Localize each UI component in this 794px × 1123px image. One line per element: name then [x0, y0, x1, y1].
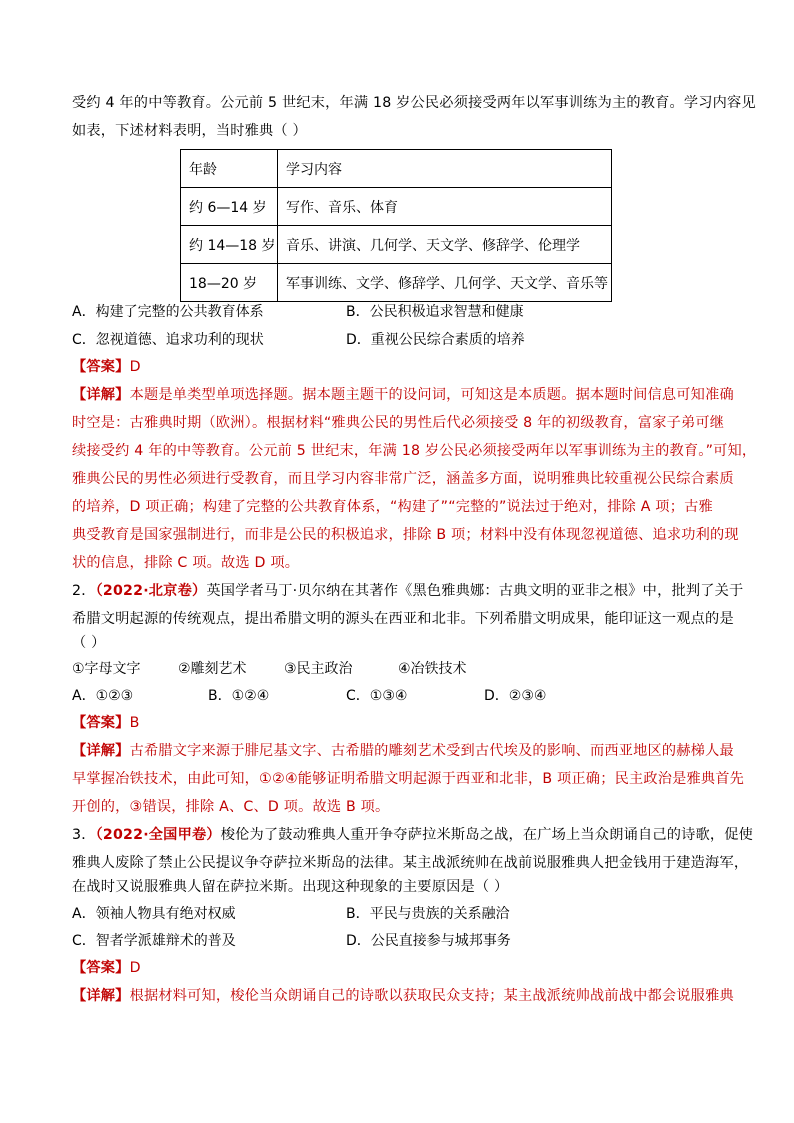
q2-option-b: B．①②④: [208, 688, 270, 704]
answer-value: B: [129, 715, 140, 731]
q3-option-d: D．公民直接参与城邦事务: [346, 933, 511, 949]
table-row: [181, 188, 612, 226]
table-header-cell: 学习内容: [278, 150, 612, 188]
q3-stem-line-2: 雅典人废除了禁止公民提议争夺萨拉米斯岛的法律。某主战派统帅在战前说服雅典人把金钱用于建造海军，: [72, 855, 749, 871]
q3-stem-line-3: 在战时又说服雅典人留在萨拉米斯。出现这种现象的主要原因是（ ）: [72, 879, 509, 895]
table-cell-content: 军事训练、文学、修辞学、几何学、天文学、音乐等: [278, 264, 612, 302]
q2-option-c: C．①③④: [346, 688, 408, 704]
question-source: （2022·全国甲卷）: [95, 827, 221, 843]
q1-detail-line-6: 典受教育是国家强制进行，而非是公民的积极追求，排除 B 项；材料中没有体现忽视道德、追求功利的现: [72, 527, 739, 543]
answer-label: 【答案】: [72, 715, 130, 731]
q1-detail-line-5: 的培养，D 项正确；构建了完整的公共教育体系，“构建了”“完整的”说法过于绝对，排除 A 项；古雅: [72, 499, 713, 515]
q3-detail-line-1: 【详解】根据材料可知，梭伦当众朗诵自己的诗歌以获取民众支持；某主战派统帅战前战中都会说服雅典: [72, 988, 734, 1004]
q3-option-a: A．领袖人物具有绝对权威: [72, 906, 236, 922]
detail-label: 【详解】: [72, 387, 130, 403]
table-header-cell: 年龄: [181, 150, 278, 188]
q1-option-b: B．公民积极追求智慧和健康: [346, 304, 524, 320]
q2-stem-line-2: 希腊文明起源的传统观点，提出希腊文明的源头在西亚和北非。下列希腊文明成果，能印证这一观点的是: [72, 611, 734, 627]
q2-stem-line-3: （ ）: [72, 635, 106, 651]
q2-item-2: ②雕刻艺术: [178, 661, 247, 677]
table-row: [181, 226, 612, 264]
q3-option-b: B．平民与贵族的关系融洽: [346, 906, 510, 922]
q1-detail-line-3: 续接受约 4 年的中等教育。公元前 5 世纪末，年满 18 岁公民必须接受两年以军事训练为主的教育。”可知，: [72, 443, 757, 459]
q2-option-d: D．②③④: [484, 688, 547, 704]
question-source: （2022·北京卷）: [95, 583, 207, 599]
table-row: [181, 264, 612, 302]
q2-detail-line-3: 开创的，③错误，排除 A、C、D 项。故选 B 项。: [72, 799, 390, 815]
answer-label: 【答案】: [72, 960, 130, 976]
table-cell-content: 写作、音乐、体育: [278, 188, 612, 226]
question-number: 2．: [72, 583, 96, 599]
detail-label: 【详解】: [72, 743, 130, 759]
q3-answer: [72, 958, 141, 978]
q2-stem-line-1: 2．（2022·北京卷）英国学者马丁·贝尔纳在其著作《黑色雅典娜：古典文明的亚非之根》中，批判了关于: [72, 583, 744, 599]
q2-option-a: A．①②③: [72, 688, 134, 704]
table-cell-age: 约 14—18 岁: [181, 226, 278, 264]
answer-value: D: [129, 359, 141, 375]
q1-stem-line-1: 受约 4 年的中等教育。公元前 5 世纪末，年满 18 岁公民必须接受两年以军事训练为主的教育。学习内容见: [72, 95, 756, 111]
q1-detail-line-7: 状的信息，排除 C 项。故选 D 项。: [72, 555, 300, 571]
q2-answer: [72, 713, 140, 733]
q2-detail-line-1: 【详解】古希腊文字来源于腓尼基文字、古希腊的雕刻艺术受到古代埃及的影响、而西亚地区的赫梯人最: [72, 743, 734, 759]
table-cell-age: 约 6—14 岁: [181, 188, 278, 226]
q1-option-a: A．构建了完整的公共教育体系: [72, 304, 264, 320]
q3-option-c: C．智者学派雄辩术的普及: [72, 933, 236, 949]
q2-item-1: ①字母文字: [72, 661, 141, 677]
answer-label: 【答案】: [72, 359, 130, 375]
q1-stem-line-2: 如表，下述材料表明，当时雅典（ ）: [72, 123, 307, 139]
q1-detail-line-2: 时空是：古雅典时期（欧洲）。根据材料“雅典公民的男性后代必须接受 8 年的初级教育，富家子弟可继: [72, 415, 725, 431]
q3-stem-line-1: 3．（2022·全国甲卷）梭伦为了鼓动雅典人重开争夺萨拉米斯岛之战，在广场上当众朗诵自己的诗歌，促使: [72, 827, 754, 843]
q1-option-d: D．重视公民综合素质的培养: [346, 332, 525, 348]
q1-option-c: C．忽视道德、追求功利的现状: [72, 332, 264, 348]
q2-item-4: ④冶铁技术: [398, 661, 467, 677]
q2-detail-line-2: 早掌握冶铁技术，由此可知，①②④能够证明希腊文明起源于西亚和北非，B 项正确；民主政治是雅典首先: [72, 771, 745, 787]
study-content-table: [180, 149, 612, 302]
q1-detail-line-4: 雅典公民的男性必须进行受教育，而且学习内容非常广泛，涵盖多方面，说明雅典比较重视公民综合素质: [72, 471, 734, 487]
q2-item-3: ③民主政治: [284, 661, 353, 677]
q1-detail-line-1: 【详解】本题是单类型单项选择题。据本题主题干的设问词，可知这是本质题。据本题时间信息可知准确: [72, 387, 734, 403]
table-cell-content: 音乐、讲演、几何学、天文学、修辞学、伦理学: [278, 226, 612, 264]
table-header-row: [181, 150, 612, 188]
answer-value: D: [129, 960, 141, 976]
q1-answer: [72, 357, 141, 377]
question-number: 3．: [72, 827, 96, 843]
table-cell-age: 18—20 岁: [181, 264, 278, 302]
detail-label: 【详解】: [72, 988, 130, 1004]
